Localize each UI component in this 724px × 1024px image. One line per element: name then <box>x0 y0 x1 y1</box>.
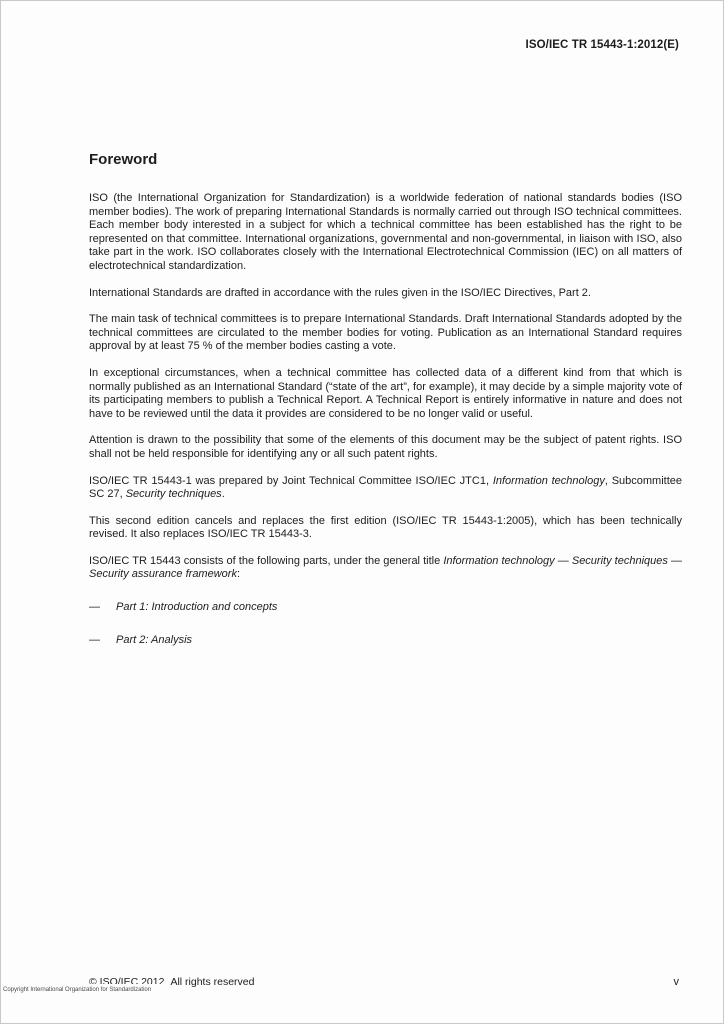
document-body <box>89 151 682 647</box>
document-header <box>89 35 679 53</box>
italic-segment: Security techniques <box>125 488 222 501</box>
italic-segment: Information technology <box>492 474 605 487</box>
italic-segment: Information technology — Security techniques — Security assurance framework <box>89 554 682 581</box>
paragraph-iso-federation: ISO (the International Organization for Standardization) is a worldwide federation of national standards bodies (ISO member bodies). The work of preparing International Standards is normally carried out through ISO technical committees. Each member body interested in a subject for which a technical committee has been established has the right to be represented on that committee. International organizations, governmental and non-governmental, in liaison with ISO, also take part in the work. ISO collaborates closely with the International Electrotechnical Commission (IEC) on all matters of electrotechnical standardization. <box>89 192 682 272</box>
page-number: v <box>673 976 679 988</box>
text-segment: , Subcommittee SC 27, <box>89 474 682 501</box>
copyright-line <box>89 977 254 987</box>
list-item-label: Part 2: Analysis <box>116 633 193 646</box>
paragraph-prepared-by <box>89 475 682 502</box>
paragraph-second-edition: This second edition cancels and replaces the first edition (ISO/IEC TR 15443-1:2005), which has been technically revised. It also replaces ISO/IEC TR 15443-3. <box>89 514 682 541</box>
document-footer <box>89 977 679 988</box>
text-segment: : <box>236 568 241 581</box>
scan-copyright-watermark: Copyright International Organization for Standardization <box>3 987 152 993</box>
copyright-notice: © ISO/IEC 2012 <box>89 977 165 984</box>
paragraph-patent-rights: Attention is drawn to the possibility that some of the elements of this document may be the subject of patent rights. ISO shall not be held responsible for identifying any or all such patent rights. <box>89 434 682 460</box>
page-title: Foreword <box>89 151 158 168</box>
list-item-label: Part 1: Introduction and concepts <box>116 601 278 614</box>
list-item-part-1 <box>89 601 682 615</box>
text-segment: . <box>221 488 225 501</box>
list-item-part-2 <box>89 634 682 648</box>
paragraph-exceptional-circumstances: In exceptional circumstances, when a technical committee has collected data of a different kind from that which is normally published as an International Standard (“state of the art”, for example), it may decide by a simple majority vote of its participating members to publish a Technical Report. A Technical Report is entirely informative in nature and does not have to be reviewed until the data it provides are considered to be no longer valid or useful. <box>89 366 682 420</box>
paragraph-parts-intro <box>89 555 682 582</box>
list-dash: — <box>89 601 100 614</box>
list-dash: — <box>89 633 100 646</box>
paragraph-directives: International Standards are drafted in accordance with the rules given in the ISO/IEC Directives, Part 2. <box>89 286 591 299</box>
paragraph-main-task: The main task of technical committees is to prepare International Standards. Draft International Standards adopted by the technical committees are circulated to the member bodies for voting. Publication as an International Standard requires approval by at least 75 % of the member bodies casting a vote. <box>89 313 682 353</box>
text-segment: ISO/IEC TR 15443 consists of the following parts, under the general title <box>89 554 444 567</box>
rights-reserved-text: All rights reserved <box>170 976 255 988</box>
text-segment: ISO/IEC TR 15443-1 was prepared by Joint Technical Committee ISO/IEC JTC1, <box>89 474 493 487</box>
doc-reference: ISO/IEC TR 15443-1:2012(E) <box>525 39 679 51</box>
